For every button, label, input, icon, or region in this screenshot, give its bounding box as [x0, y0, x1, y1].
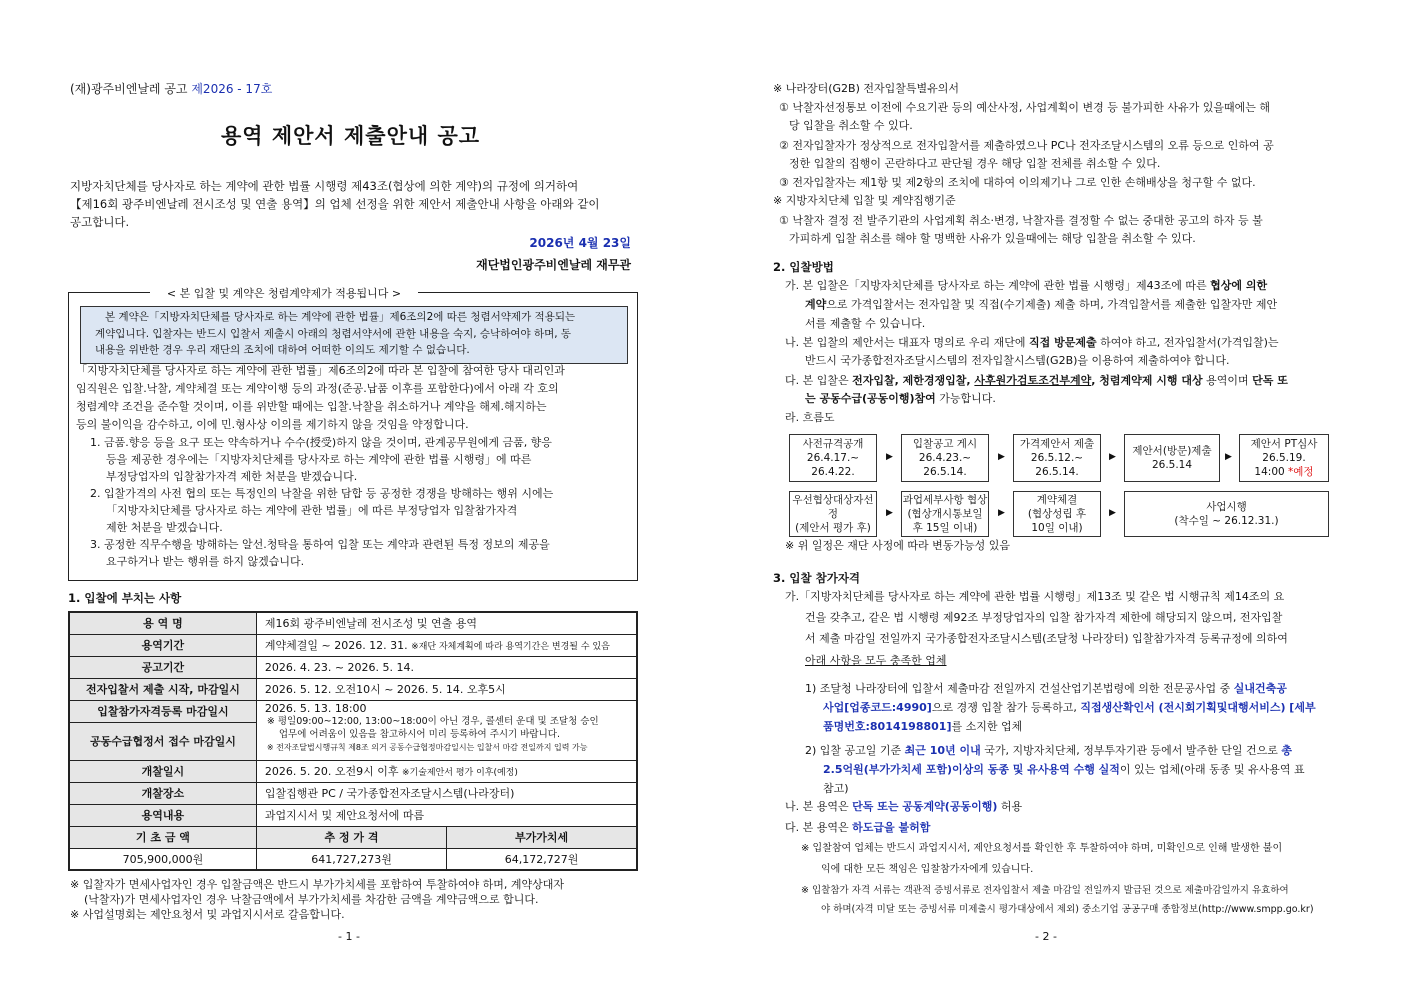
- price-value: 641,727,273원: [256, 848, 446, 870]
- intro-line: 【제16회 광주비엔날레 전시조성 및 연출 용역】의 업체 선정을 위한 제안서 제출안내 사항을 아래와 같이: [70, 197, 600, 211]
- table-value: [256, 760, 637, 782]
- text-line: 참고): [823, 782, 849, 795]
- flow-step-label: 입찰공고 게시: [912, 438, 978, 450]
- text-line: [785, 277, 1267, 295]
- flow-step-label: 제안서 PT심사: [1250, 438, 1318, 450]
- text-line: 야 하며(자격 미달 또는 증빙서류 미제출시 평가대상에서 제외) 중소기업 공공구매 종합정보(http://www.smpp.go.kr): [821, 904, 1314, 915]
- price-header: 부가가치세: [447, 826, 637, 848]
- flow-step-label: 과업세부사항 협상: [902, 494, 988, 506]
- page-2: [701, 0, 1403, 992]
- flow-step-note: 10일 이내): [1031, 522, 1083, 534]
- flow-step-note: (제안서 평가 후): [795, 522, 871, 534]
- intro-line: 공고합니다.: [70, 215, 130, 229]
- text-line: ※ 나라장터(G2B) 전자입찰특별유의서: [773, 82, 959, 95]
- text-span: 다. 본 용역은: [785, 821, 853, 834]
- text-line: 아래 사항을 모두 충족한 업체: [805, 654, 947, 667]
- section-3-title: 3. 입찰 참가자격: [773, 571, 861, 585]
- pledge-line: 등의 불이익을 감수하고, 이에 민.형사상 이의를 제기하지 않을 것임을 약정합니다.: [76, 418, 469, 431]
- table-row: [69, 804, 637, 826]
- table-value: [256, 634, 637, 656]
- arrow-right-icon: ▶: [998, 508, 1005, 518]
- text-span: 나. 본 용역은: [785, 800, 853, 813]
- pledge-item: 1. 금품.향응 등을 요구 또는 약속하거나 수수(授受)하지 않을 것이며, 관계공무원에게 금품, 향응: [90, 436, 552, 449]
- text-span: 실내건축공: [1233, 682, 1287, 695]
- flow-step-date: 26.4.17.~: [806, 452, 860, 464]
- flow-step-date: 26.5.12.~: [1030, 452, 1084, 464]
- table-value: 입찰집행관 PC / 국가종합전자조달시스템(나라장터): [256, 782, 637, 804]
- tentative-tag: *예정: [1288, 466, 1314, 478]
- text-span: 국가, 지방자치단체, 정부투자기관 등에서 발주한 단일 건으로: [980, 744, 1282, 757]
- page-number: - 1 -: [338, 930, 360, 943]
- text-span: 직접생산확인서 (전시회기획및대행서비스) [세부: [1080, 701, 1316, 714]
- footnote: ※ 입찰자가 면세사업자인 경우 입찰금액은 반드시 부가가치세를 포함하여 투찰하여야 하며, 계약상대자: [70, 878, 564, 891]
- flow-step: [1239, 434, 1329, 482]
- flow-step-note: (협상성립 후: [1027, 508, 1087, 520]
- notice-number: 제2026 - 17호: [191, 82, 273, 96]
- pledge-item: 2. 입찰가격의 사전 협의 또는 특정인의 낙찰을 위한 담합 등 공정한 경쟁을 방해하는 행위 시에는: [90, 487, 554, 500]
- pledge-item: 등을 제공한 경우에는「지방자치단체를 당사자로 하는 계약에 관한 법률 시행령」에 따른: [106, 453, 532, 466]
- text-line: 가.「지방자치단체를 당사자로 하는 계약에 관한 법률 시행령」제13조 및 같은 법 시행규칙 제14조의 요: [785, 590, 1285, 603]
- flow-step: [789, 434, 877, 482]
- integrity-notice-line: 계약입니다. 입찰자는 반드시 입찰서 제출시 아래의 청렴서약서에 관한 내용을 숙지, 승낙하여야 하며, 동: [95, 328, 572, 340]
- pledge-item: 제한 처분을 받겠습니다.: [106, 521, 223, 534]
- text-line: [785, 798, 1022, 816]
- table-row: [69, 678, 637, 700]
- table-value-text: 2026. 5. 13. 18:00: [264, 701, 367, 715]
- pledge-line: 임직원은 입찰.낙찰, 계약체결 또는 계약이행 등의 과정(준공.납품 이후를 포함한다)에서 아래 각 호의: [76, 382, 559, 395]
- table-key: 용역내용: [69, 804, 256, 826]
- text-span: 직접 방문제출: [1029, 336, 1097, 349]
- arrow-right-icon: ▶: [1109, 452, 1116, 462]
- table-row: [69, 656, 637, 678]
- flow-step-note: (착수일 ~ 26.12.31.): [1174, 515, 1279, 527]
- table-row: [69, 634, 637, 656]
- text-line: 서 제출 마감일 전일까지 국가종합전자조달시스템(조달청 나라장터) 입찰참가자격 등록규정에 의하여: [805, 632, 1288, 645]
- text-line: [805, 296, 1277, 314]
- arrow-right-icon: ▶: [998, 452, 1005, 462]
- price-header: 추 정 가 격: [256, 826, 446, 848]
- table-value: [256, 700, 637, 760]
- table-key: 개찰일시: [69, 760, 256, 782]
- text-span: 허용: [997, 800, 1023, 813]
- footnote: (낙찰자)가 면세사업자인 경우 낙찰금액에서 부가가치세를 차감한 금액을 계약금액으로 합니다.: [84, 893, 539, 906]
- text-span: 전자입찰, 제한경쟁입찰,: [852, 374, 975, 387]
- text-line: [823, 761, 1305, 779]
- table-row: [69, 700, 637, 722]
- flow-step-date: 26.4.23.~: [918, 452, 972, 464]
- text-span: 가. 본 입찰은「지방자치단체를 당사자로 하는 계약에 관한 법률 시행령」제43조에 따른: [785, 279, 1211, 292]
- flow-step: [901, 434, 989, 482]
- text-line: ※ 지방자치단체 입찰 및 계약집행기준: [773, 194, 956, 207]
- integrity-contract-title: < 본 입찰 및 계약은 청렴계약제가 적용됩니다 >: [150, 285, 418, 301]
- notice-org-label: (재)광주비엔날레 공고: [70, 82, 188, 96]
- text-span: 으로 경쟁 입찰 참가 등록하고,: [931, 701, 1081, 714]
- table-key: 공동수급협정서 접수 마감일시: [69, 722, 256, 760]
- text-line: 가피하게 입찰 취소를 해야 할 명백한 사유가 있을때에는 해당 입찰을 취소할 수 있다.: [789, 232, 1196, 245]
- text-span: 단독 또는 공동계약(공동이행): [852, 800, 998, 813]
- text-span: 사후원가검토조건부계약: [974, 374, 1092, 387]
- pledge-item: 부정당업자의 입찰참가자격 제한 처분을 받겠습니다.: [106, 470, 358, 483]
- price-value: 64,172,727원: [447, 848, 637, 870]
- pledge-line: 「지방자치단체를 당사자로 하는 계약에 관한 법률」제6조의2에 따라 본 입찰에 참여한 당사 대리인과: [76, 364, 565, 377]
- text-span: 2) 입찰 공고일 기준: [805, 744, 905, 757]
- integrity-notice-line: 내용을 위반한 경우 우리 재단의 조치에 대하여 어떠한 이의도 제기할 수 없습니다.: [95, 344, 470, 356]
- flow-step-date: 26.5.14: [1151, 459, 1193, 471]
- text-span: 용역이며: [1202, 374, 1253, 387]
- section-2-title: 2. 입찰방법: [773, 260, 834, 274]
- table-value-note: ※재단 자체계획에 따라 용역기간은 변경될 수 있음: [411, 642, 610, 652]
- integrity-notice: [80, 306, 628, 364]
- text-span: 나. 본 입찰의 제안서는 대표자 명의로 우리 재단에: [785, 336, 1029, 349]
- table-row: [69, 782, 637, 804]
- table-value-note: ※기술제안서 평가 이후(예정): [401, 768, 518, 778]
- flow-step-label: 사업시행: [1206, 501, 1247, 513]
- text-span: 품명번호:8014198801]: [823, 720, 952, 733]
- price-value-row: [69, 848, 637, 870]
- table-value-note: ※ 평일09:00~12:00, 13:00~18:00이 아닌 경우, 콜센터 운대 및 조달청 승인: [266, 715, 599, 727]
- text-span: 가능합니다.: [935, 392, 996, 405]
- table-value: 과업지시서 및 제안요청서에 따름: [256, 804, 637, 826]
- intro-line: 지방자치단체를 당사자로 하는 계약에 관한 법률 시행령 제43조(협상에 의한 계약)의 규정에 의거하여: [70, 179, 579, 193]
- text-line: 서를 제출할 수 있습니다.: [805, 317, 926, 330]
- flow-step-label: 계약체결: [1036, 494, 1078, 506]
- text-span: 하도급을 불허함: [852, 821, 931, 834]
- text-line: [785, 819, 930, 837]
- text-line: 라. 흐름도: [785, 411, 835, 424]
- text-span: 다. 본 입찰은: [785, 374, 853, 387]
- text-span: 1) 조달청 나라장터에 입찰서 제출마감 전일까지 건설산업기본법령에 의한 전문공사업 중: [805, 682, 1234, 695]
- flow-step-note: 후 15일 이내): [912, 522, 978, 534]
- flow-step-date: 26.5.14.: [923, 466, 967, 478]
- text-span: 사업[업종코드:4990]: [823, 701, 932, 714]
- bid-info-table: [68, 611, 638, 871]
- text-span: 2.5억원(부가가치세 포함)이상의 동종 및 유사용역 수행 실적: [823, 763, 1120, 776]
- price-header-row: [69, 826, 637, 848]
- text-span: 계약: [805, 298, 827, 311]
- table-row: [69, 760, 637, 782]
- table-value: 2026. 4. 23. ~ 2026. 5. 14.: [256, 656, 637, 678]
- page-title: 용역 제안서 제출안내 공고: [220, 124, 481, 148]
- arrow-right-icon: ▶: [886, 452, 893, 462]
- text-span: 협상에 의한: [1210, 279, 1268, 292]
- section-1-title: 1. 입찰에 부치는 사항: [68, 591, 182, 605]
- table-value-note: 업무에 어려움이 있음을 참고하시어 미리 등록하여 주시기 바랍니다.: [278, 728, 560, 740]
- text-line: [823, 718, 1022, 736]
- flow-note: ※ 위 일정은 재단 사정에 따라 변동가능성 있음: [785, 539, 1010, 552]
- price-value: 705,900,000원: [69, 848, 256, 870]
- text-span: 는 공동수급(공동이행)참여: [805, 392, 936, 405]
- notice-header: [70, 80, 272, 97]
- text-span: , 청렴계약제 시행 대상: [1091, 374, 1203, 387]
- text-span: 하여야 하고, 전자입찰서(가격입찰)는: [1096, 336, 1279, 349]
- table-key: 개찰장소: [69, 782, 256, 804]
- text-line: 당 입찰을 취소할 수 있다.: [789, 119, 913, 132]
- table-key: 입찰참가자격등록 마감일시: [69, 700, 256, 722]
- text-line: 정한 입찰의 집행이 곤란하다고 판단될 경우 해당 입찰 전체를 취소할 수 있다.: [789, 157, 1161, 170]
- text-line: [785, 334, 1279, 352]
- arrow-right-icon: ▶: [1225, 452, 1232, 462]
- page-1: [0, 0, 701, 992]
- pledge-item: 요구하거나 받는 행위를 하지 않겠습니다.: [106, 555, 305, 568]
- text-line: ① 낙찰자 결정 전 발주기관의 사업계획 취소·변경, 낙찰자를 결정할 수 없는 중대한 공고의 하자 등 불: [779, 214, 1263, 227]
- notice-date: 2026년 4월 23일: [529, 236, 631, 250]
- table-key: 전자입찰서 제출 시작, 마감일시: [69, 678, 256, 700]
- text-span: 으로 가격입찰서는 전자입찰 및 직접(수기제출) 제출 하며, 가격입찰서를 제출한 입찰자만 제안: [826, 298, 1278, 311]
- table-value-text: 계약체결일 ~ 2026. 12. 31.: [264, 639, 408, 652]
- text-line: [805, 680, 1287, 698]
- table-value-note: ※ 전자조달법시행규칙 제8조 의거 공동수급협정마감일시는 입찰서 마감 전일까지 입력 가능: [266, 742, 588, 752]
- page-number: - 2 -: [1035, 930, 1057, 943]
- pledge-line: 청렴계약 조건을 준수할 것이며, 이를 위반할 때에는 입찰.낙찰을 취소하거나 계약을 해제.해지하는: [76, 400, 547, 413]
- flow-step: [1013, 434, 1101, 482]
- flow-step-note: (협상개시통보일: [907, 508, 983, 520]
- table-value: 제16회 광주비엔날레 전시조성 및 연출 용역: [256, 612, 637, 634]
- flow-step-date: 26.5.19.: [1262, 452, 1306, 464]
- notice-issuer: 재단법인광주비엔날레 재무관: [476, 258, 631, 272]
- flow-step: [901, 491, 989, 537]
- text-line: 반드시 국가종합전자조달시스템의 전자입찰시스템(G2B)을 이용하여 제출하여야 합니다.: [805, 354, 1230, 367]
- text-line: ※ 입찰참가 자격 서류는 객관적 증빙서류로 전자입찰서 제출 마감일 전일까지 발급된 것으로 제출마감일까지 유효하여: [801, 885, 1289, 896]
- text-line: [805, 390, 996, 408]
- table-key: 용역기간: [69, 634, 256, 656]
- text-line: ② 전자입찰자가 정상적으로 전자입찰서를 제출하였으나 PC나 전자조달시스템의 오류 등으로 인하여 공: [779, 139, 1274, 152]
- flow-step-label: 사전규격공개: [802, 438, 864, 450]
- flow-step: [1013, 491, 1101, 537]
- flow-step-date: 14:00: [1254, 466, 1285, 478]
- flow-step-label: 제안서(방문)제출: [1132, 445, 1212, 457]
- text-line: 건을 갖추고, 같은 법 시행령 제92조 부정당업자의 입찰 참가자격 제한에 해당되지 않으며, 전자입찰: [805, 611, 1283, 624]
- flow-step-time: [1254, 465, 1313, 479]
- text-span: 를 소지한 업체: [951, 720, 1023, 733]
- flow-step: [789, 491, 877, 537]
- table-row: [69, 612, 637, 634]
- text-span: 총: [1281, 744, 1293, 757]
- flow-step-date: 26.4.22.: [811, 466, 855, 478]
- text-line: ※ 입찰참여 업체는 반드시 과업지시서, 제안요청서를 확인한 후 투찰하여야 하며, 미확인으로 인해 발생한 불이: [801, 843, 1283, 854]
- arrow-right-icon: ▶: [886, 508, 893, 518]
- price-header: 기 초 금 액: [69, 826, 256, 848]
- pledge-item: 「지방자치단체를 당사자로 하는 계약에 관한 법률」에 따른 부정당업자 입찰참가자격: [106, 504, 518, 517]
- text-line: [785, 372, 1288, 390]
- text-line: ③ 전자입찰자는 제1항 및 제2항의 조치에 대하여 이의제기나 그로 인한 손해배상을 청구할 수 없다.: [779, 176, 1256, 189]
- pledge-item: 3. 공정한 직무수행을 방해하는 알선.청탁을 통하여 입찰 또는 계약과 관련된 특정 정보의 제공을: [90, 538, 550, 551]
- table-value: 2026. 5. 12. 오전10시 ~ 2026. 5. 14. 오후5시: [256, 678, 637, 700]
- text-line: [805, 742, 1292, 760]
- table-value-text: 2026. 5. 20. 오전9시 이후: [264, 765, 399, 778]
- integrity-notice-line: 본 계약은「지방자치단체를 당사자로 하는 계약에 관한 법률」제6조의2에 따른 청렴서약제가 적용되는: [105, 311, 576, 323]
- text-line: 익에 대한 모든 책임은 입찰참가자에게 있습니다.: [821, 864, 1034, 875]
- text-span: 이 있는 업체(아래 동종 및 유사용역 표: [1119, 763, 1305, 776]
- footnote: ※ 사업설명회는 제안요청서 및 과업지시서로 갈음합니다.: [70, 908, 345, 921]
- flow-step: [1124, 434, 1220, 482]
- table-key: 공고기간: [69, 656, 256, 678]
- flow-step: [1124, 491, 1329, 537]
- arrow-right-icon: ▶: [1109, 508, 1116, 518]
- text-line: ① 낙찰자선정통보 이전에 수요기관 등의 예산사정, 사업계획이 변경 등 불가피한 사유가 있을때에는 해: [779, 101, 1270, 114]
- flow-step-label: 가격제안서 제출: [1019, 438, 1095, 450]
- table-key: 용 역 명: [69, 612, 256, 634]
- text-line: [823, 699, 1316, 717]
- text-span: 최근 10년 이내: [904, 744, 981, 757]
- flow-step-label: 우선협상대상자선정: [792, 494, 874, 520]
- text-span: 단독 또: [1252, 374, 1288, 387]
- flow-step-date: 26.5.14.: [1035, 466, 1079, 478]
